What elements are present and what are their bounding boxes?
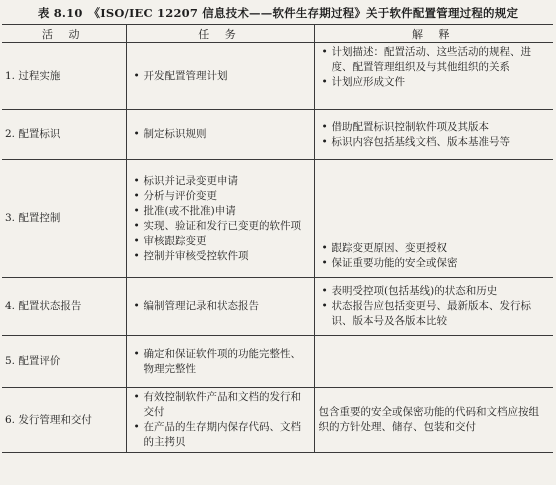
- task-item: • 控制并审核受控软件项: [132, 249, 309, 264]
- explanation-cell: [314, 336, 553, 388]
- activity-cell: 3. 配置控制: [2, 160, 126, 278]
- explanation-item: • 保证重要功能的安全或保密: [320, 256, 549, 271]
- task-cell: [126, 110, 314, 160]
- activity-cell: 1. 过程实施: [2, 43, 126, 110]
- explanation-cell: [314, 43, 553, 110]
- explanation-cell: [314, 278, 553, 336]
- header-row: [2, 25, 553, 43]
- task-cell: [126, 43, 314, 110]
- task-item: • 审核跟踪变更: [132, 234, 309, 249]
- explanation-cell: [314, 160, 553, 278]
- table-row: [2, 336, 553, 388]
- table-caption: [0, 5, 556, 21]
- explanation-cell: 包含重要的安全或保密功能的代码和文档应按组织的方针处理、储存、包装和交付: [314, 388, 553, 453]
- activity-cell: 4. 配置状态报告: [2, 278, 126, 336]
- header-explanation: 解 释: [314, 25, 553, 43]
- task-item: • 在产品的生存期内保存代码、文档的主拷贝: [132, 420, 309, 450]
- explanation-item: • 状态报告应包括变更号、最新版本、发行标识、版本号及各版本比较: [320, 299, 549, 329]
- task-item: • 编制管理记录和状态报告: [132, 299, 309, 314]
- config-management-table: [2, 24, 553, 453]
- explanation-item: • 计划描述：配置活动、这些活动的规程、进度、配置管理组织及与其他组织的关系: [320, 45, 549, 75]
- table-row: [2, 160, 553, 278]
- task-cell: [126, 388, 314, 453]
- explanation-item: • 计划应形成文件: [320, 75, 549, 90]
- table-title: 《ISO/IEC 12207 信息技术——软件生存期过程》关于软件配置管理过程的规定: [88, 6, 519, 20]
- task-cell: [126, 160, 314, 278]
- task-item: • 制定标识规则: [132, 127, 309, 142]
- task-item: • 开发配置管理计划: [132, 69, 309, 84]
- header-task: 任 务: [126, 25, 314, 43]
- task-item: • 有效控制软件产品和文档的发行和交付: [132, 390, 309, 420]
- task-item: • 分析与评价变更: [132, 189, 309, 204]
- task-cell: [126, 336, 314, 388]
- explanation-item: • 跟踪变更原因、变更授权: [320, 241, 549, 256]
- table-row: [2, 43, 553, 110]
- explanation-item: • 表明受控项(包括基线)的状态和历史: [320, 284, 549, 299]
- task-item: • 确定和保证软件项的功能完整性、物理完整性: [132, 347, 309, 377]
- activity-cell: 5. 配置评价: [2, 336, 126, 388]
- activity-cell: 2. 配置标识: [2, 110, 126, 160]
- explanation-cell: [314, 110, 553, 160]
- task-cell: [126, 278, 314, 336]
- explanation-item: • 借助配置标识控制软件项及其版本: [320, 120, 549, 135]
- task-item: • 标识并记录变更申请: [132, 174, 309, 189]
- table-row: [2, 388, 553, 453]
- table-row: [2, 110, 553, 160]
- header-activity: 活 动: [2, 25, 126, 43]
- task-item: • 批准(或不批准)申请: [132, 204, 309, 219]
- activity-cell: 6. 发行管理和交付: [2, 388, 126, 453]
- task-item: • 实现、验证和发行已变更的软件项: [132, 219, 309, 234]
- table-row: [2, 278, 553, 336]
- explanation-item: • 标识内容包括基线文档、版本基准号等: [320, 135, 549, 150]
- table-number: 表 8.10: [37, 6, 83, 20]
